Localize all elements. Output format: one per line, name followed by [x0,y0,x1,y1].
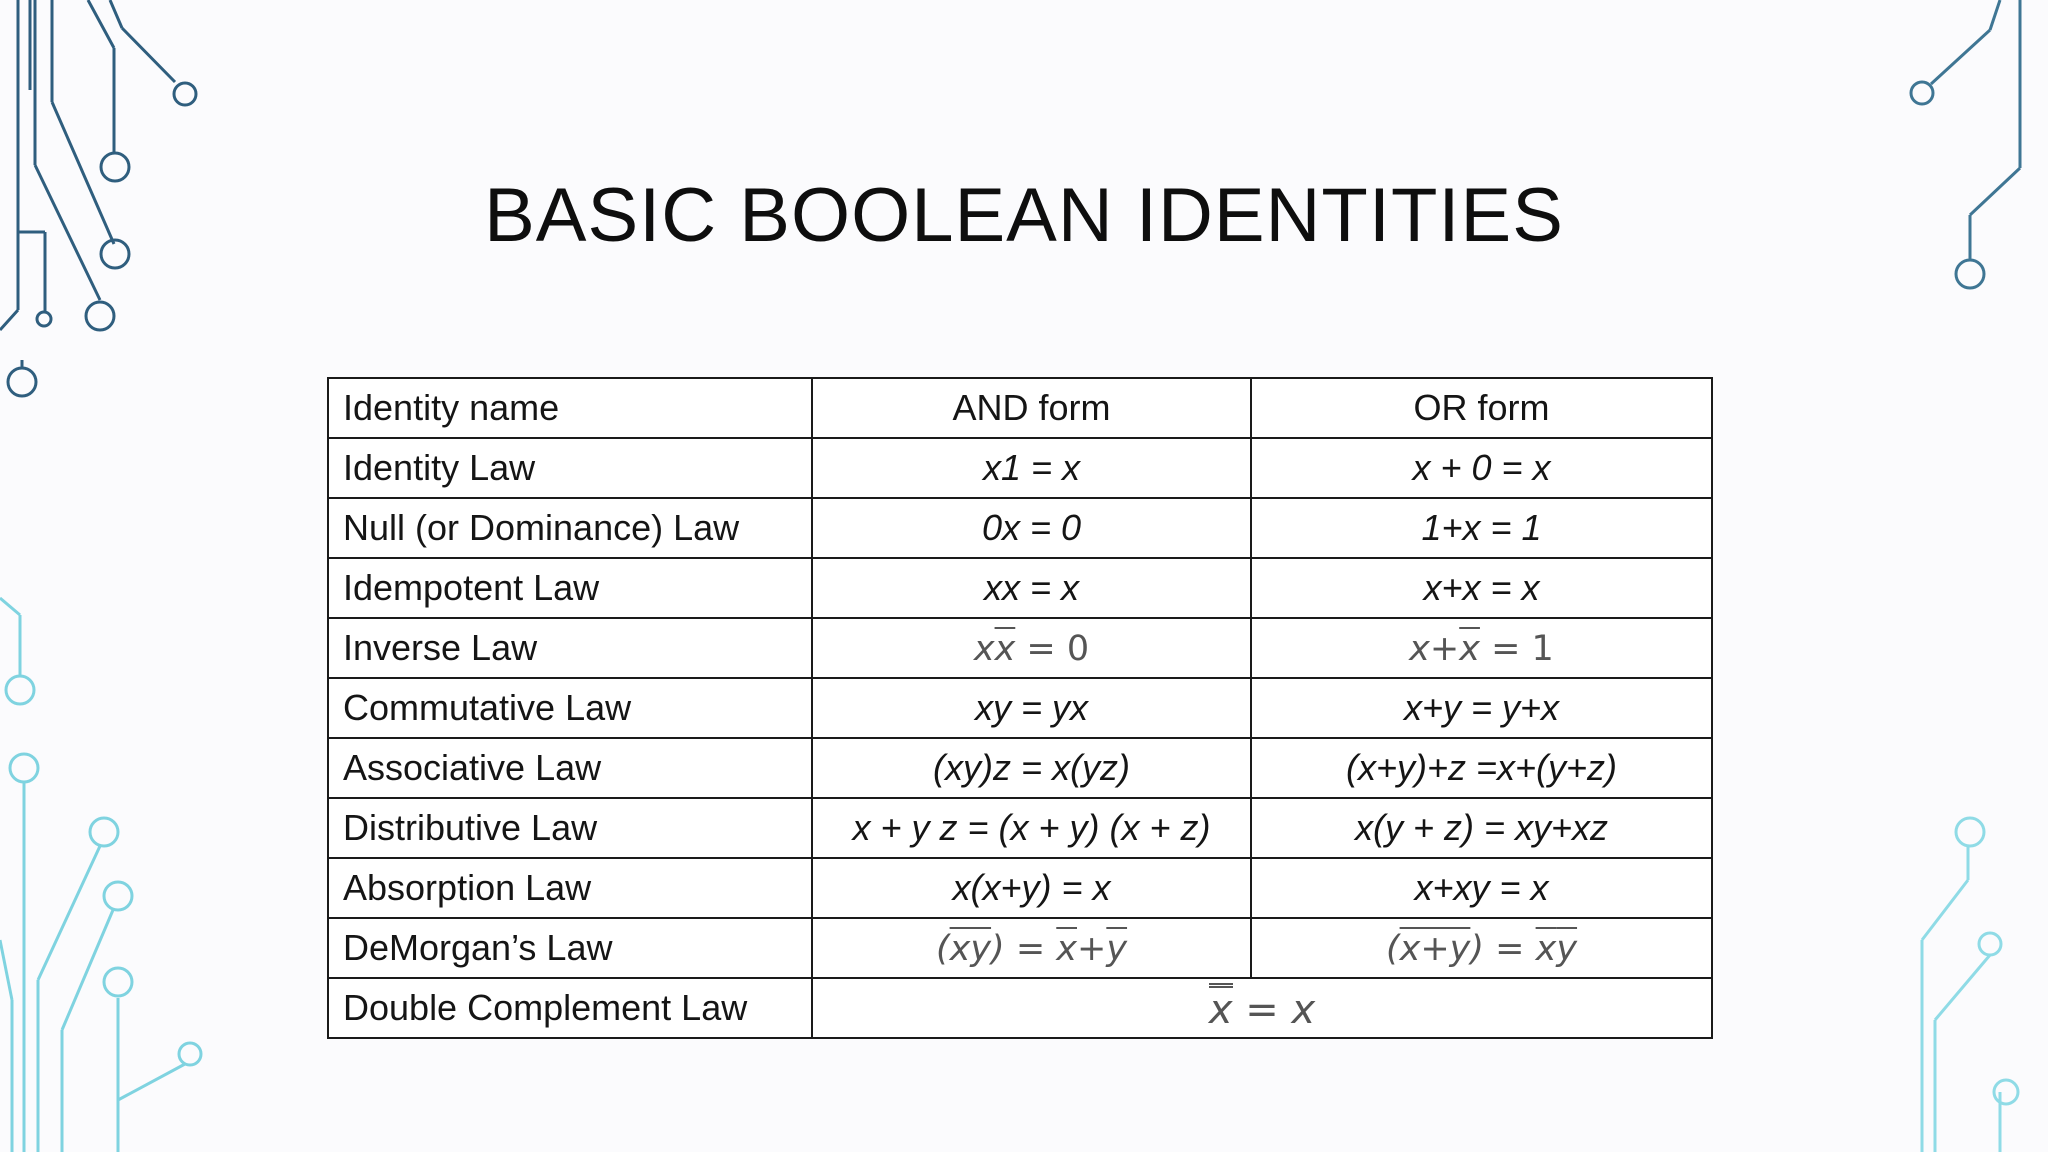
table-row [328,858,1712,918]
boolean-identities-table [327,377,1713,1039]
table-row [328,918,1712,978]
formula-term: x+ [1409,629,1460,669]
and-form-cell: x(x+y) = x [812,858,1251,918]
and-form-cell: x + y z = (x + y) (x + z) [812,798,1251,858]
identity-name-cell: Absorption Law [328,858,812,918]
identity-name-cell: Identity Law [328,438,812,498]
formula-term: = [1004,929,1057,969]
or-form-cell: (x+y)+z =x+(y+z) [1251,738,1712,798]
and-form-cell [812,618,1251,678]
formula-term: + [1077,929,1107,969]
formula [974,629,1089,669]
formula-term-complement: $\overline{x}$ [1459,629,1480,669]
formula-term: x [973,629,995,669]
formula-term: ) [1470,929,1485,969]
formula-term: = 0 [1026,629,1090,669]
or-form-cell: x+y = y+x [1251,678,1712,738]
formula-term: = 1 [1491,629,1554,669]
or-form-cell: x+x = x [1251,558,1712,618]
table-row [328,558,1712,618]
formula [936,929,1127,969]
identity-name-cell: Double Complement Law [328,978,812,1038]
table-row [328,798,1712,858]
formula [1386,929,1577,969]
or-form-cell [1251,918,1712,978]
formula-term: ) [991,929,1005,969]
formula [1209,987,1315,1033]
formula [1409,629,1554,669]
table-row [328,978,1712,1038]
formula-term-complement: $\overline{y}$ [1106,929,1128,969]
formula-term-double-complement [1208,983,1233,1033]
formula-term: x [1208,987,1233,1033]
formula-term: ( [935,929,950,969]
identity-name-cell: Distributive Law [328,798,812,858]
formula-term: = x [1232,987,1316,1033]
and-form-cell: xy = yx [812,678,1251,738]
and-form-cell [812,918,1251,978]
and-form-cell: (xy)z = x(yz) [812,738,1251,798]
table-header-row [328,378,1712,438]
slide-title: BASIC BOOLEAN IDENTITIES [484,173,1564,258]
or-form-cell [1251,618,1712,678]
and-form-cell: x1 = x [812,438,1251,498]
or-form-cell: x(y + z) = xy+xz [1251,798,1712,858]
formula-term-complement: $\overline{x}$ [1056,929,1077,969]
formula-term: = [1484,929,1536,969]
formula-term-complement: $\overline{xy}$ [949,929,992,969]
merged-form-cell [812,978,1712,1038]
formula-term-complement: x+y [1399,929,1471,969]
header-and-form: AND form [812,378,1251,438]
or-form-cell: x + 0 = x [1251,438,1712,498]
header-identity-name: Identity name [328,378,812,438]
identity-name-cell: DeMorgan’s Law [328,918,812,978]
table-row [328,618,1712,678]
identity-name-cell: Null (or Dominance) Law [328,498,812,558]
or-form-cell: 1+x = 1 [1251,498,1712,558]
formula-term-complement: $\overline{x}$ [1535,929,1557,969]
and-form-cell: 0x = 0 [812,498,1251,558]
identity-name-cell: Commutative Law [328,678,812,738]
table-row [328,438,1712,498]
table-row [328,738,1712,798]
identity-name-cell: Associative Law [328,738,812,798]
table-row [328,678,1712,738]
table-row [328,498,1712,558]
formula-term: ( [1385,929,1400,969]
formula-term-complement: $\overline{y}$ [1556,929,1578,969]
or-form-cell: x+xy = x [1251,858,1712,918]
identity-name-cell: Idempotent Law [328,558,812,618]
header-or-form: OR form [1251,378,1712,438]
identity-name-cell: Inverse Law [328,618,812,678]
and-form-cell: xx = x [812,558,1251,618]
formula-term-complement: $\overline{x}$ [994,629,1016,669]
